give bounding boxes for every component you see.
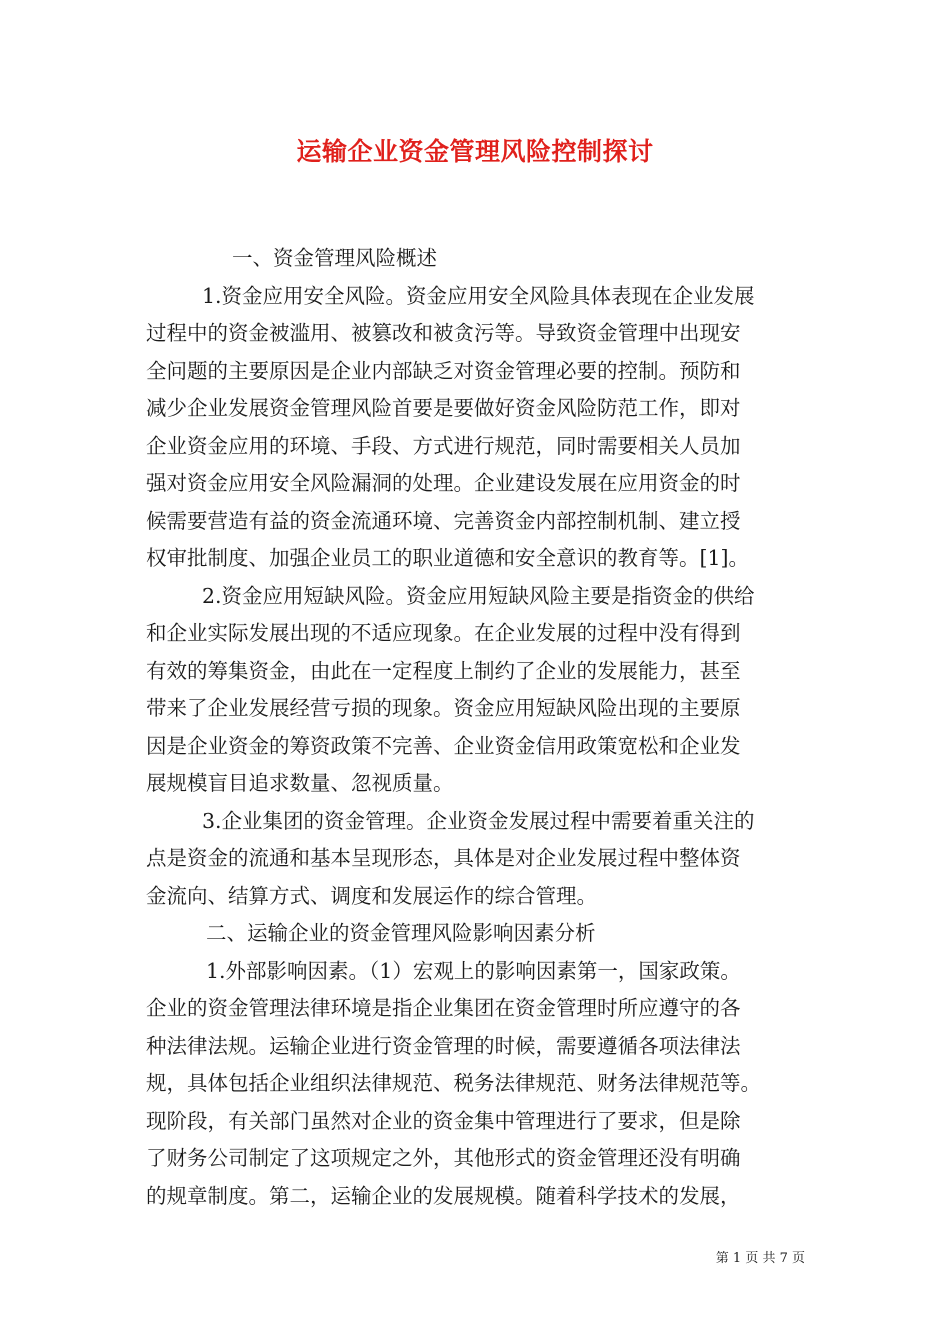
paragraph-line: 现阶段，有关部门虽然对企业的资金集中管理进行了要求，但是除 bbox=[146, 1108, 741, 1133]
paragraph-line: 1.资金应用安全风险。资金应用安全风险具体表现在企业发展 bbox=[202, 283, 755, 308]
paragraph-line: 过程中的资金被滥用、被篡改和被贪污等。导致资金管理中出现安 bbox=[146, 321, 741, 345]
section-heading: 二、运输企业的资金管理风险影响因素分析 bbox=[206, 921, 596, 945]
paragraph-line: 企业资金应用的环境、手段、方式进行规范，同时需要相关人员加 bbox=[146, 433, 741, 458]
paragraph-line: 全问题的主要原因是企业内部缺乏对资金管理必要的控制。预防和 bbox=[146, 358, 741, 383]
page-title: 运输企业资金管理风险控制探讨 bbox=[296, 137, 654, 166]
document-body bbox=[146, 240, 810, 1215]
paragraph-line: 1.外部影响因素。（1）宏观上的影响因素第一，国家政策。 bbox=[206, 958, 741, 983]
paragraph-line: 金流向、结算方式、调度和发展运作的综合管理。 bbox=[146, 883, 597, 908]
paragraph-line: 和企业实际发展出现的不适应现象。在企业发展的过程中没有得到 bbox=[146, 621, 741, 645]
paragraph-line: 有效的筹集资金，由此在一定程度上制约了企业的发展能力，甚至 bbox=[146, 658, 741, 683]
paragraph-line: 候需要营造有益的资金流通环境、完善资金内部控制机制、建立授 bbox=[146, 508, 741, 533]
section-heading: 一、资金管理风险概述 bbox=[232, 246, 437, 270]
paragraph-line: 权审批制度、加强企业员工的职业道德和安全意识的教育等。[1]。 bbox=[146, 546, 750, 570]
paragraph-line: 企业的资金管理法律环境是指企业集团在资金管理时所应遵守的各 bbox=[146, 996, 741, 1020]
paragraph-line: 减少企业发展资金管理风险首要是要做好资金风险防范工作，即对 bbox=[146, 396, 741, 420]
paragraph-line: 展规模盲目追求数量、忽视质量。 bbox=[146, 771, 454, 795]
paragraph-line: 强对资金应用安全风险漏洞的处理。企业建设发展在应用资金的时 bbox=[146, 471, 741, 495]
paragraph-line: 种法律法规。运输企业进行资金管理的时候，需要遵循各项法律法 bbox=[146, 1033, 741, 1058]
paragraph-line: 因是企业资金的筹资政策不完善、企业资金信用政策宽松和企业发 bbox=[146, 733, 741, 758]
page-number: 第 1 页 共 7 页 bbox=[715, 1251, 805, 1266]
paragraph-line: 了财务公司制定了这项规定之外，其他形式的资金管理还没有明确 bbox=[146, 1146, 741, 1170]
paragraph-line: 的规章制度。第二，运输企业的发展规模。随着科学技术的发展， bbox=[146, 1183, 741, 1208]
paragraph-line: 3.企业集团的资金管理。企业资金发展过程中需要着重关注的 bbox=[202, 808, 755, 833]
paragraph-line: 带来了企业发展经营亏损的现象。资金应用短缺风险出现的主要原 bbox=[146, 696, 741, 720]
paragraph-line: 2.资金应用短缺风险。资金应用短缺风险主要是指资金的供给 bbox=[202, 583, 755, 608]
paragraph-line: 点是资金的流通和基本呈现形态，具体是对企业发展过程中整体资 bbox=[146, 846, 741, 870]
paragraph-line: 规，具体包括企业组织法律规范、税务法律规范、财务法律规范等。 bbox=[146, 1071, 761, 1095]
